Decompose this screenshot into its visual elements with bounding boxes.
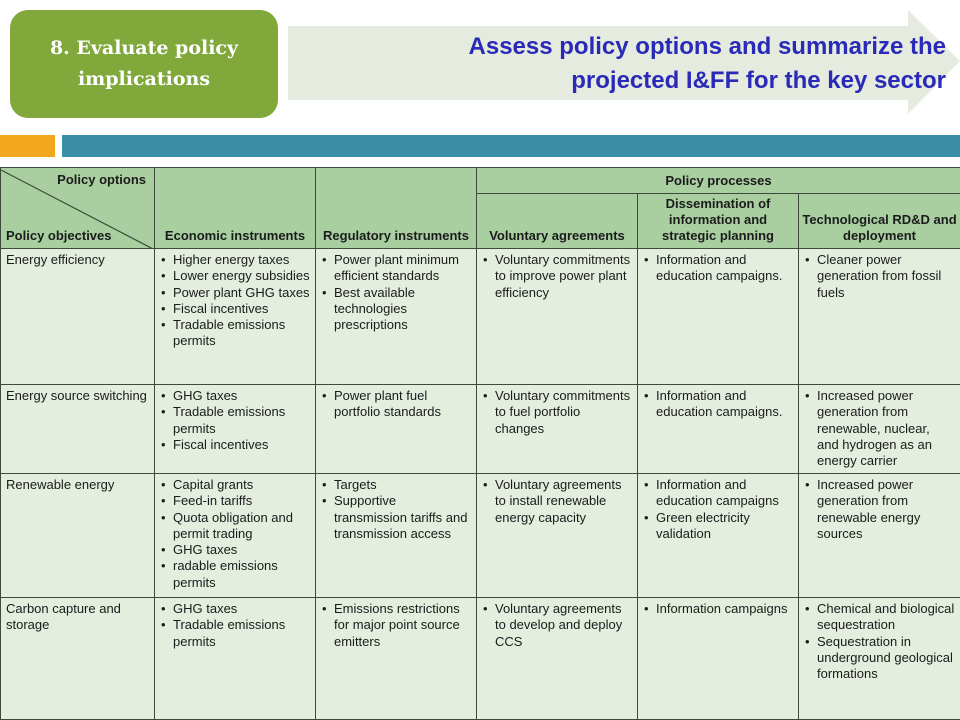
list-item: • GHG taxes bbox=[160, 542, 310, 558]
cell-bullet-list bbox=[321, 601, 471, 650]
list-item: • Information campaigns bbox=[643, 601, 793, 617]
list-item: • Fiscal incentives bbox=[160, 437, 310, 453]
list-item: • Tradable emissions permits bbox=[160, 317, 310, 350]
list-item: • Higher energy taxes bbox=[160, 252, 310, 268]
table-row bbox=[1, 598, 960, 720]
list-item: • Supportive transmission tariffs and transmission access bbox=[321, 493, 471, 542]
table-row bbox=[1, 249, 960, 385]
cell-bullet-list bbox=[321, 252, 471, 333]
cell-dissemination bbox=[638, 474, 799, 598]
column-header-technological: Technological RD&D and deployment bbox=[799, 194, 960, 249]
list-item: • Capital grants bbox=[160, 477, 310, 493]
list-item: • Feed-in tariffs bbox=[160, 493, 310, 509]
list-item: • Information and education campaigns bbox=[643, 477, 793, 510]
cell-bullet-list bbox=[482, 477, 632, 526]
list-item: • Best available technologies prescriptions bbox=[321, 285, 471, 334]
cell-bullet-list bbox=[321, 388, 471, 421]
cell-voluntary bbox=[477, 249, 638, 385]
cell-bullet-list bbox=[643, 601, 793, 617]
cell-bullet-list bbox=[482, 388, 632, 437]
list-item: • Sequestration in underground geological formations bbox=[804, 634, 955, 683]
list-item: • Voluntary agreements to develop and deploy CCS bbox=[482, 601, 632, 650]
list-item: • Voluntary commitments to fuel portfolio changes bbox=[482, 388, 632, 437]
list-item: • Power plant GHG taxes bbox=[160, 285, 310, 301]
column-header-voluntary: Voluntary agreements bbox=[477, 194, 638, 249]
column-header-regulatory: Regulatory instruments bbox=[316, 168, 477, 249]
list-item: • radable emissions permits bbox=[160, 558, 310, 591]
list-item: • Information and education campaigns. bbox=[643, 252, 793, 285]
cell-bullet-list bbox=[804, 477, 955, 542]
table-row bbox=[1, 474, 960, 598]
list-item: • Targets bbox=[321, 477, 471, 493]
list-item: • Cleaner power generation from fossil fuels bbox=[804, 252, 955, 301]
cell-bullet-list bbox=[643, 388, 793, 421]
policy-table bbox=[0, 167, 960, 720]
list-item: • Power plant minimum efficient standards bbox=[321, 252, 471, 285]
banner-title-line-2: projected I&FF for the key sector bbox=[571, 67, 946, 94]
cell-economic bbox=[155, 249, 316, 385]
list-item: • Lower energy subsidies bbox=[160, 268, 310, 284]
cell-regulatory bbox=[316, 249, 477, 385]
cell-technological bbox=[799, 249, 960, 385]
list-item: • Power plant fuel portfolio standards bbox=[321, 388, 471, 421]
cell-regulatory bbox=[316, 598, 477, 720]
cell-dissemination bbox=[638, 598, 799, 720]
corner-top-label: Policy options bbox=[57, 172, 146, 187]
list-item: • Voluntary agreements to install renewable energy capacity bbox=[482, 477, 632, 526]
corner-bottom-label: Policy objectives bbox=[6, 228, 112, 243]
list-item: • Quota obligation and permit trading bbox=[160, 510, 310, 543]
cell-bullet-list bbox=[160, 477, 310, 591]
list-item: • Green electricity validation bbox=[643, 510, 793, 543]
cell-bullet-list bbox=[160, 388, 310, 453]
cell-technological bbox=[799, 598, 960, 720]
cell-regulatory bbox=[316, 474, 477, 598]
list-item: • Increased power generation from renewable energy sources bbox=[804, 477, 955, 542]
cell-bullet-list bbox=[160, 252, 310, 350]
cell-bullet-list bbox=[482, 601, 632, 650]
list-item: • GHG taxes bbox=[160, 388, 310, 404]
cell-technological bbox=[799, 385, 960, 474]
cell-bullet-list bbox=[804, 252, 955, 301]
cell-dissemination bbox=[638, 385, 799, 474]
list-item: • Tradable emissions permits bbox=[160, 617, 310, 650]
row-objective: Energy efficiency bbox=[1, 249, 155, 385]
list-item: • GHG taxes bbox=[160, 601, 310, 617]
step-badge bbox=[10, 10, 278, 118]
cell-bullet-list bbox=[643, 252, 793, 285]
title-banner bbox=[288, 10, 960, 116]
list-item: • Chemical and biological sequestration bbox=[804, 601, 955, 634]
accent-stripe-teal bbox=[62, 135, 960, 157]
list-item: • Fiscal incentives bbox=[160, 301, 310, 317]
cell-voluntary bbox=[477, 598, 638, 720]
banner-title-line-1: Assess policy options and summarize the bbox=[468, 33, 946, 60]
row-objective: Carbon capture and storage bbox=[1, 598, 155, 720]
row-objective: Energy source switching bbox=[1, 385, 155, 474]
table-row bbox=[1, 385, 960, 474]
cell-bullet-list bbox=[804, 601, 955, 682]
cell-bullet-list bbox=[643, 477, 793, 542]
banner-title bbox=[469, 30, 946, 98]
list-item: • Increased power generation from renewable, nuclear, and hydrogen as an energy carrier bbox=[804, 388, 955, 469]
column-header-economic: Economic instruments bbox=[155, 168, 316, 249]
row-objective: Renewable energy bbox=[1, 474, 155, 598]
cell-bullet-list bbox=[804, 388, 955, 469]
table-corner-cell bbox=[1, 168, 155, 249]
cell-economic bbox=[155, 474, 316, 598]
step-label: 8. Evaluate policy implications bbox=[49, 37, 239, 90]
list-item: • Voluntary commitments to improve power plant efficiency bbox=[482, 252, 632, 301]
cell-voluntary bbox=[477, 474, 638, 598]
cell-voluntary bbox=[477, 385, 638, 474]
cell-bullet-list bbox=[321, 477, 471, 542]
cell-bullet-list bbox=[482, 252, 632, 301]
list-item: • Emissions restrictions for major point source emitters bbox=[321, 601, 471, 650]
list-item: • Tradable emissions permits bbox=[160, 404, 310, 437]
group-header-policy-processes: Policy processes bbox=[477, 168, 960, 194]
cell-economic bbox=[155, 598, 316, 720]
list-item: • Information and education campaigns. bbox=[643, 388, 793, 421]
cell-technological bbox=[799, 474, 960, 598]
cell-bullet-list bbox=[160, 601, 310, 650]
cell-economic bbox=[155, 385, 316, 474]
column-header-dissemination: Dissemination of information and strategic planning bbox=[638, 194, 799, 249]
accent-stripe-orange bbox=[0, 135, 55, 157]
cell-regulatory bbox=[316, 385, 477, 474]
cell-dissemination bbox=[638, 249, 799, 385]
